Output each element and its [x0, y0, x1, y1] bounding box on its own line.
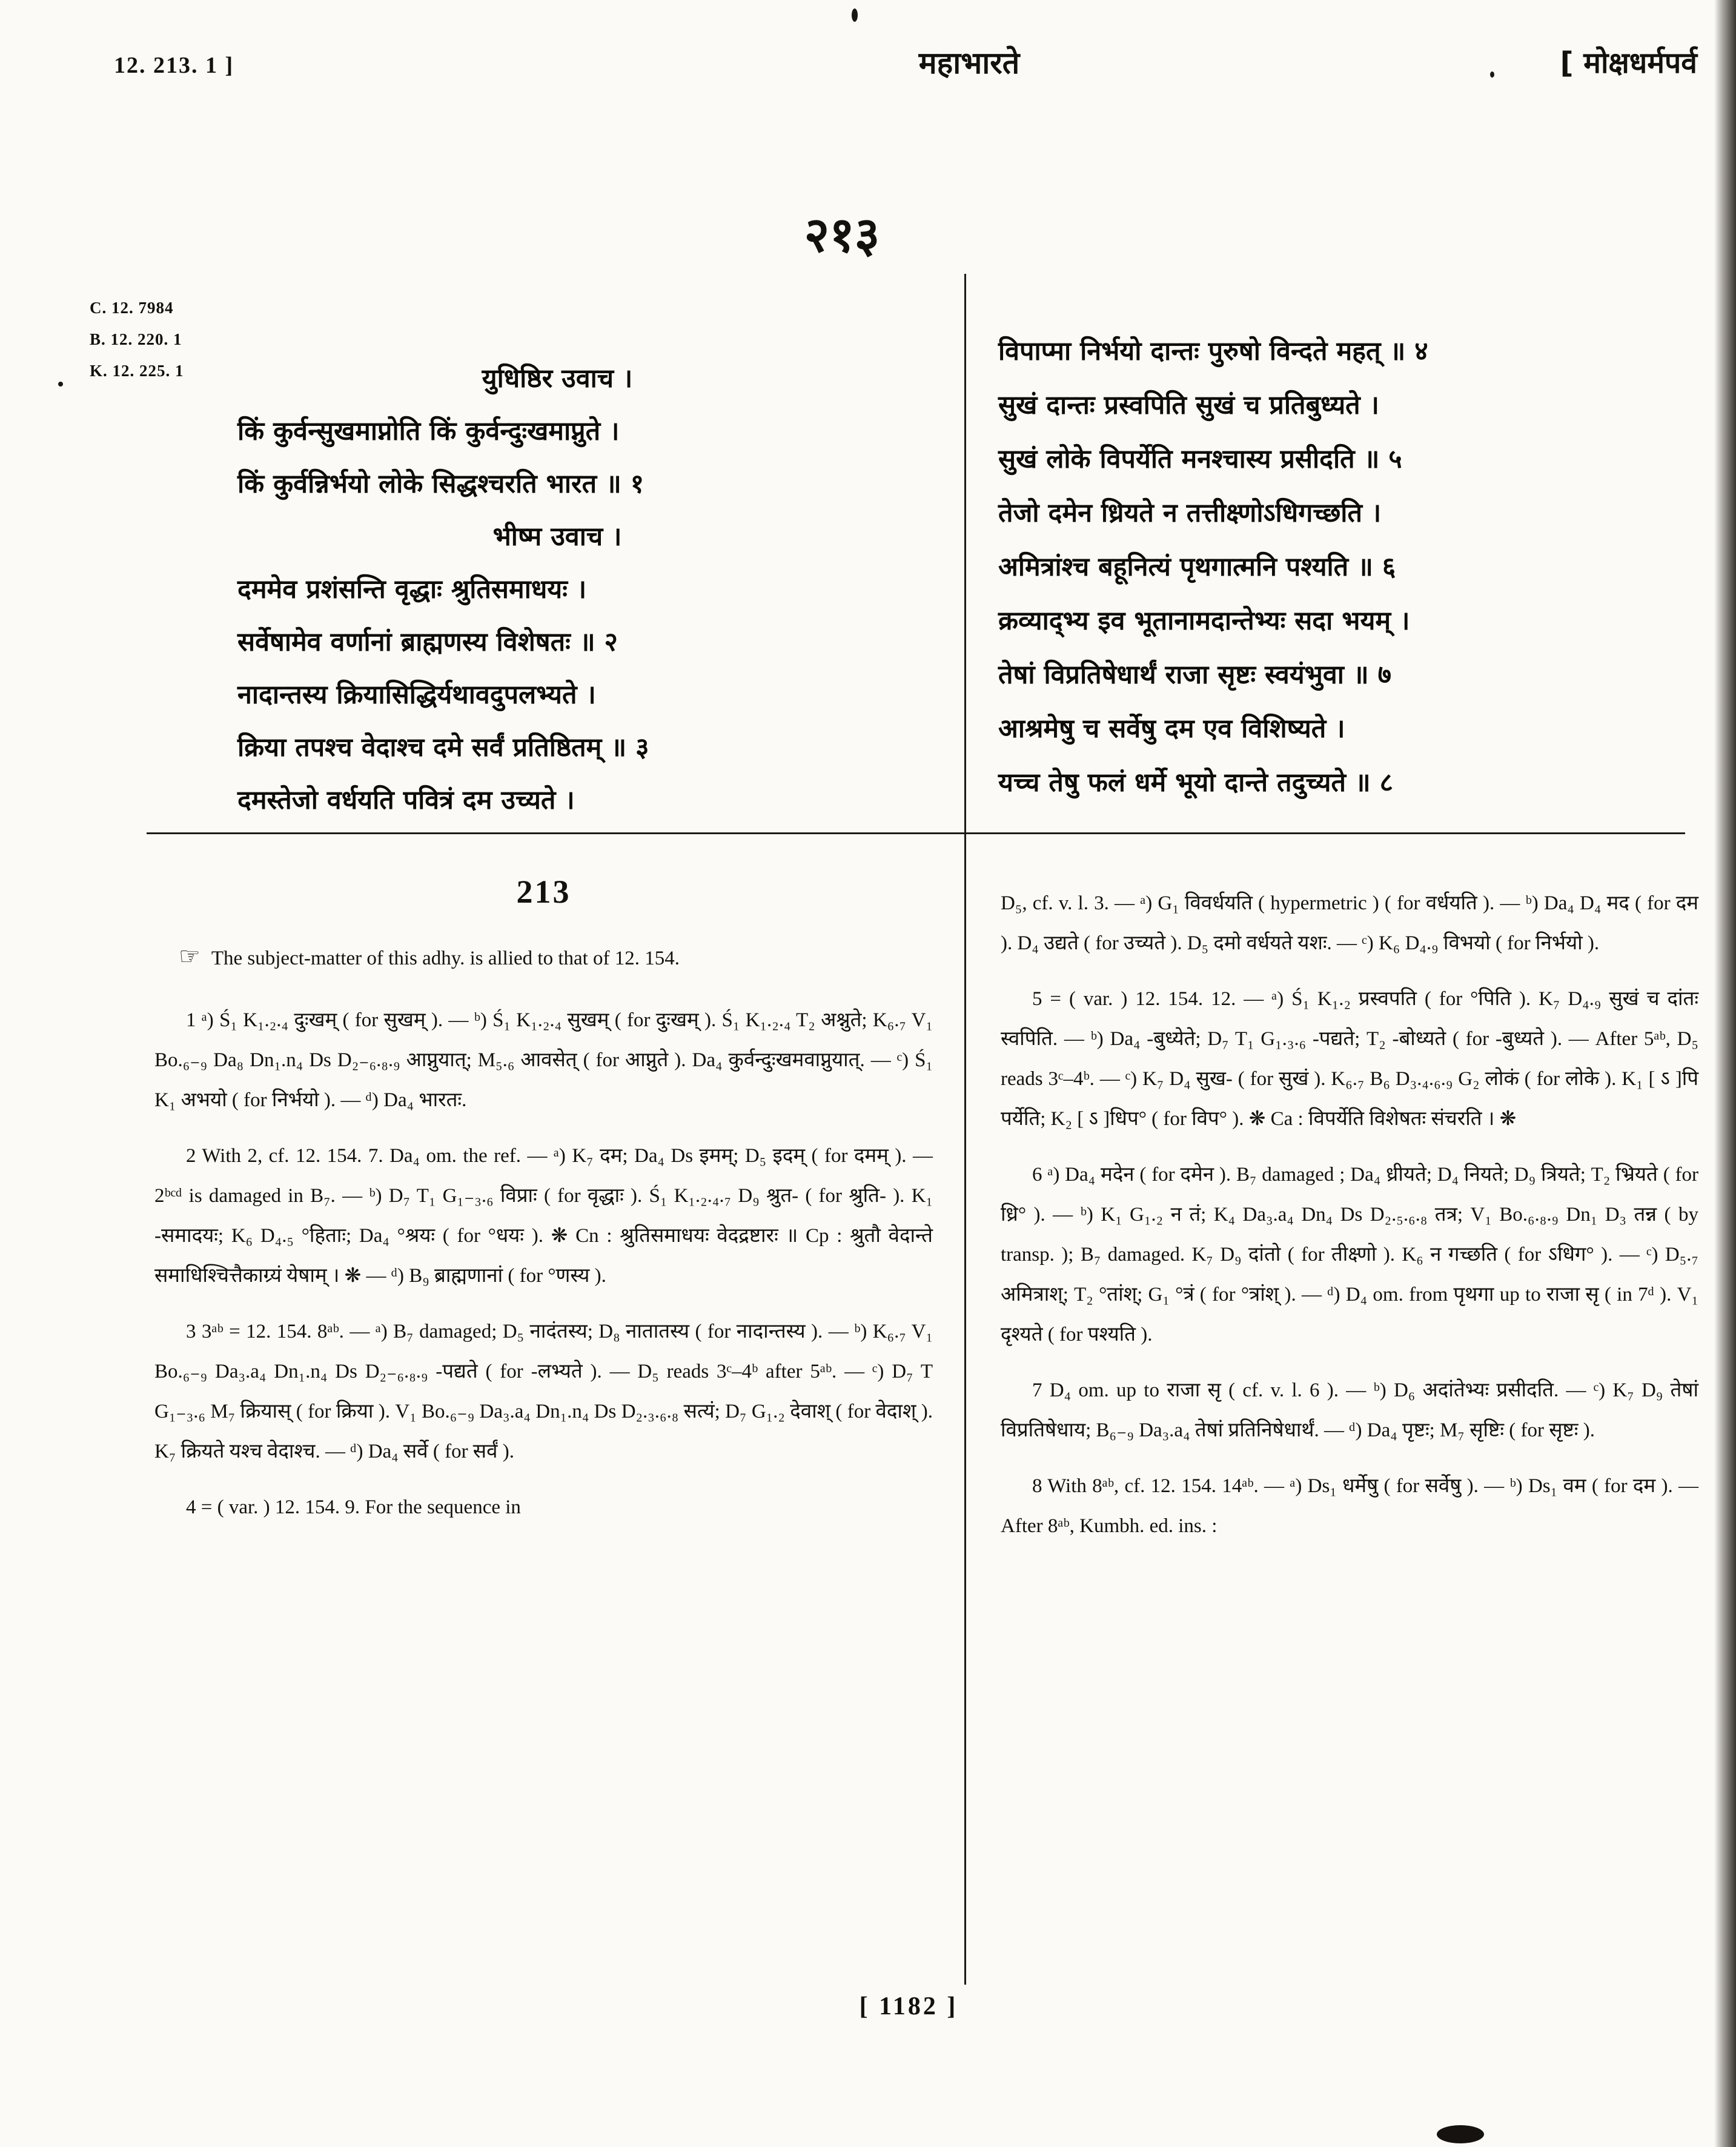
scan-speck	[852, 8, 858, 22]
chapter-number: २१३	[804, 207, 880, 263]
parva-title: [ मोक्षधर्मपर्व	[1560, 46, 1697, 80]
verse-line: आश्रमेषु च सर्वेषु दम एव विशिष्यते ।	[998, 714, 1345, 744]
scan-speck	[1490, 71, 1494, 78]
speaker-line: युधिष्ठिर उवाच ।	[482, 363, 633, 394]
verse-line: दमस्तेजो वर्धयति पवित्रं दम उच्यते ।	[237, 785, 575, 815]
margin-ref: K. 12. 225. 1	[90, 362, 184, 380]
verse-line: विपाप्मा निर्भयो दान्तः पुरुषो विन्दते महत् ॥ ४	[998, 336, 1428, 367]
verse-column-right	[998, 325, 1713, 810]
section-divider	[147, 832, 1685, 834]
apparatus-intro-text: The subject-matter of this adhy. is allied to that of 12. 154.	[211, 947, 680, 969]
note-paragraph: 2 With 2, cf. 12. 154. 7. Da₄ om. the ref. — ᵃ) K₇ दम; Da₄ Ds इमम्; D₅ इदम् ( for दमम् ). — 2ᵇᶜᵈ is damaged in B₇. — ᵇ) D₇ T₁ G₁₋₃.₆ विप्राः ( for वृद्धाः ). Ś₁ K₁.₂.₄.₇ D₉ श्रुत- ( for श्रुति- ). K₁ -समादयः; K₆ D₄.₅ °हिताः; Da₄ °श्रयः ( for °धयः ). ❋ Cn : श्रुतिसमाधयः वेदद्रष्टारः ॥ Cp : श्रुतौ वेदान्ते समाधिश्चित्तैकाग्र्यं येषाम् । ❋ — ᵈ) B₉ ब्राह्मणानां ( for °णस्य ).	[154, 1145, 933, 1287]
running-title: महाभारते	[918, 45, 1020, 81]
note-paragraph: 4 = ( var. ) 12. 154. 9. For the sequence in	[186, 1496, 521, 1518]
verse-line: किं कुर्वन्सुखमाप्नोति किं कुर्वन्दुःखमाप्नुते ।	[237, 416, 620, 446]
verse-line: यच्च तेषु फलं धर्मे भूयो दान्ते तदुच्यते ॥ ८	[998, 768, 1394, 798]
scan-blot	[1437, 2125, 1484, 2143]
verse-column-left	[182, 353, 933, 827]
verse-line: दममेव प्रशंसन्ति वृद्धाः श्रुतिसमाधयः ।	[237, 574, 587, 605]
pointing-hand-icon: ☞	[179, 943, 200, 970]
verse-line: क्रिया तपश्च वेदाश्च दमे सर्वं प्रतिष्ठितम् ॥ ३	[237, 732, 649, 763]
note-paragraph: D₅, cf. v. l. 3. — ᵃ) G₁ विवर्धयति ( hypermetric ) ( for वर्धयति ). — ᵇ) Da₄ D₄ मद ( for दम ). D₄ उद्यते ( for उच्यते ). D₅ दमो वर्धयते यशः. — ᶜ) K₆ D₄.₉ विभयो ( for निर्भयो ).	[1001, 892, 1698, 954]
column-divider	[964, 274, 966, 1985]
note-paragraph: 3 3ᵃᵇ = 12. 154. 8ᵃᵇ. — ᵃ) B₇ damaged; D₅ नादंतस्य; D₈ नातातस्य ( for नादान्तस्य ). — ᵇ) K₆.₇ V₁ Bo.₆₋₉ Da₃.a₄ Dn₁.n₄ Ds D₂₋₆.₈.₉ -पद्यते ( for -लभ्यते ). — D₅ reads 3ᶜ–4ᵇ after 5ᵃᵇ. — ᶜ) D₇ T G₁₋₃.₆ M₇ क्रियास् ( for क्रिया ). V₁ Bo.₆₋₉ Da₃.a₄ Dn₁.n₄ Ds D₂.₃.₆.₈ सत्यं; D₇ G₁.₂ देवाश् ( for वेदाश् ). K₇ क्रियते यश्च वेदाश्च. — ᵈ) Da₄ सर्वे ( for सर्वं ).	[154, 1321, 933, 1462]
apparatus-column-right	[1001, 883, 1698, 1562]
verse-line: तेषां विप्रतिषेधार्थं राजा सृष्टः स्वयंभुवा ॥ ७	[998, 660, 1391, 690]
verse-line: सुखं लोके विपर्येति मनश्चास्य प्रसीदति ॥ ५	[998, 444, 1402, 474]
verse-line: सुखं दान्तः प्रस्वपिति सुखं च प्रतिबुध्यते ।	[998, 390, 1379, 420]
note-paragraph: 8 With 8ᵃᵇ, cf. 12. 154. 14ᵃᵇ. — ᵃ) Ds₁ धर्मेषु ( for सर्वेषु ). — ᵇ) Ds₁ वम ( for दम ). — After 8ᵃᵇ, Kumbh. ed. ins. :	[1001, 1475, 1698, 1537]
verse-line: सर्वेषामेव वर्णानां ब्राह्मणस्य विशेषतः ॥ २	[237, 627, 618, 657]
note-paragraph: 7 D₄ om. up to राजा सृ ( cf. v. l. 6 ). — ᵇ) D₆ अदांतेभ्यः प्रसीदति. — ᶜ) K₇ D₉ तेषां विप्रतिषेधाय; B₆₋₉ Da₃.a₄ तेषां प्रतिनिषेधार्थं. — ᵈ) Da₄ पृष्टः; M₇ सृष्टिः ( for सृष्टः ).	[1001, 1379, 1698, 1441]
verse-line: क्रव्याद्भ्य इव भूतानामदान्तेभ्यः सदा भयम् ।	[998, 606, 1410, 636]
scan-edge	[1714, 0, 1736, 2147]
margin-ref: B. 12. 220. 1	[90, 330, 182, 348]
verse-locator: 12. 213. 1 ]	[114, 53, 234, 78]
note-paragraph: 1 ᵃ) Ś₁ K₁.₂.₄ दुःखम् ( for सुखम् ). — ᵇ) Ś₁ K₁.₂.₄ सुखम् ( for दुःखम् ). Ś₁ K₁.₂.₄ T₂ अश्नुते; K₆.₇ V₁ Bo.₆₋₉ Da₈ Dn₁.n₄ Ds D₂₋₆.₈.₉ आप्नुयात्; M₅.₆ आवसेत् ( for आप्नुते ). Da₄ कुर्वन्दुःखमवाप्नुयात्. — ᶜ) Ś₁ K₁ अभयो ( for निर्भयो ). — ᵈ) Da₄ भारतः.	[154, 1009, 933, 1111]
verse-line: अमित्रांश्च बहूनित्यं पृथगात्मनि पश्यति ॥ ६	[998, 552, 1396, 582]
apparatus-intro	[154, 937, 933, 978]
verse-line: तेजो दमेन ध्रियते न तत्तीक्ष्णोऽधिगच्छति ।	[998, 498, 1382, 528]
scan-speck	[58, 382, 63, 387]
verse-line: किं कुर्वन्निर्भयो लोके सिद्धश्चरति भारत ॥ १	[237, 469, 644, 499]
margin-ref: C. 12. 7984	[90, 299, 174, 317]
apparatus-column-left	[154, 874, 933, 1543]
note-paragraph: 5 = ( var. ) 12. 154. 12. — ᵃ) Ś₁ K₁.₂ प्रस्वपति ( for °पिति ). K₇ D₄.₉ सुखं च दांतः स्वपिति. — ᵇ) Da₄ -बुध्येते; D₇ T₁ G₁.₃.₆ -पद्यते; T₂ -बोध्यते ( for -बुध्यते ). — After 5ᵃᵇ, D₅ reads 3ᶜ–4ᵇ. — ᶜ) K₇ D₄ सुख- ( for सुखं ). K₆.₇ B₆ D₃.₄.₆.₉ G₂ लोकं ( for लोके ). K₁ [ ऽ ]पि पर्येति; K₂ [ ऽ ]धिप° ( for विप° ). ❋ Ca : विपर्येति विशेषतः संचरति । ❋	[1001, 988, 1698, 1130]
note-paragraph: 6 ᵃ) Da₄ मदेन ( for दमेन ). B₇ damaged ; Da₄ ध्रीयते; D₄ नियते; D₉ त्रियते; T₂ भ्रियते ( for ध्रि° ). — ᵇ) K₁ G₁.₂ न तं; K₄ Da₃.a₄ Dn₄ Ds D₂.₅.₆.₈ तत्र; V₁ Bo.₆.₈.₉ Dn₁ D₃ तन्न ( by transp. ); B₇ damaged. K₇ D₉ दांतो ( for तीक्ष्णो ). K₆ न गच्छति ( for ऽधिग° ). — ᶜ) D₅.₇ अमित्राश्; T₂ °तांश्; G₁ °त्रं ( for °त्रांश् ). — ᵈ) D₄ om. from पृथगा up to राजा सृ ( in 7ᵈ ). V₁ दृश्यते ( for पश्यति ).	[1001, 1164, 1698, 1346]
speaker-line: भीष्म उवाच ।	[492, 522, 622, 552]
margin-references	[90, 292, 184, 387]
verse-line: नादान्तस्य क्रियासिद्धिर्यथावदुपलभ्यते ।	[237, 680, 596, 710]
apparatus-heading: 213	[516, 874, 571, 910]
page-number: [ 1182 ]	[859, 1993, 958, 2020]
